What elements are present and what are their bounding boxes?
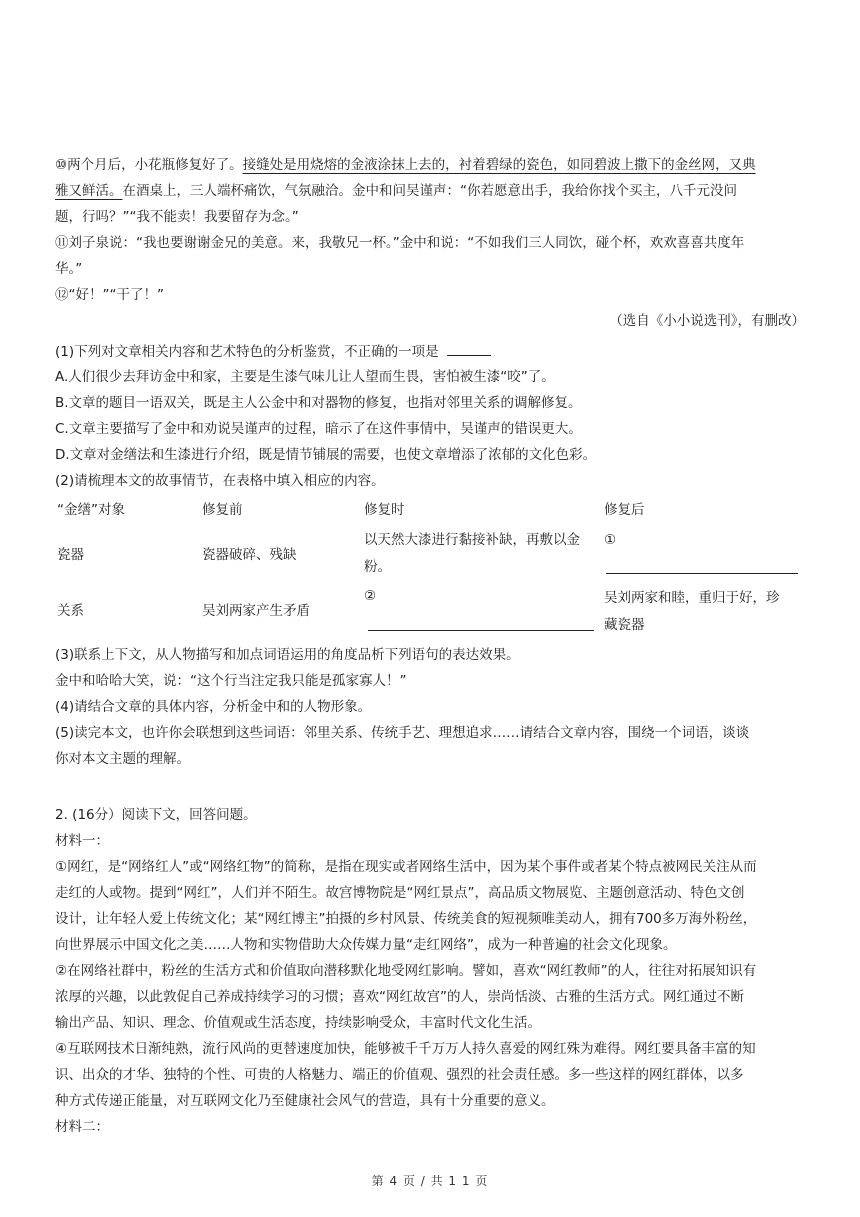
m2-line2: 浓厚的兴趣，以此敦促自己养成持续学习的习惯；喜欢“网红故宫”的人，崇尚恬淡、古雅的生活方式。网红通过不断 xyxy=(55,989,744,1005)
passage-p10-line1 xyxy=(55,155,805,175)
q2-header: 2. (16分）阅读下文，回答问题。 xyxy=(55,807,257,823)
passage-p10-line3: 题，行吗？”“我不能卖！我要留存为念。” xyxy=(55,209,299,225)
table-row1-during-2: 粉。 xyxy=(364,559,391,575)
option-d: D.文章对金缮法和生漆进行介绍，既是情节铺展的需要，也使文章增添了浓郁的文化色彩。 xyxy=(55,447,597,463)
table-row2-fill-line xyxy=(368,630,594,631)
question-2: (2)请梳理本文的故事情节，在表格中填入相应的内容。 xyxy=(55,473,385,489)
m1-line4: 向世界展示中国文化之美……人物和实物借助大众传媒力量“走红网络”，成为一种普遍的社会文化现象。 xyxy=(55,937,677,953)
question-5-line1: (5)读完本文，也许你会联想到这些词语：邻里关系、传统手艺、理想追求……请结合文章内容，围绕一个词语，谈谈 xyxy=(55,725,750,741)
option-b: B.文章的题目一语双关，既是主人公金中和对器物的修复，也指对邻里关系的调解修复。 xyxy=(55,395,582,411)
p10-prefix: ⑩两个月后，小花瓶修复好了。 xyxy=(55,157,243,173)
m1-line2: 走红的人或物。提到“网红”，人们并不陌生。故宫博物院是“网红景点”，高品质文物展览、主题创意活动、特色文创 xyxy=(55,885,745,901)
p10-line2-rest: 在酒桌上，三人端杯痛饮，气氛融洽。金中和问吴谨声：“你若愿意出手，我给你找个买主，八千元没问 xyxy=(122,183,737,199)
table-row2-before: 吴刘两家产生矛盾 xyxy=(202,603,310,619)
table-row2-object: 关系 xyxy=(57,603,84,619)
m2-line3: 输出产品、知识、理念、价值观或生活态度，持续影响受众，丰富时代文化生活。 xyxy=(55,1015,541,1031)
table-row1-object: 瓷器 xyxy=(57,547,84,563)
question-3-quote: 金中和哈哈大笑，说：“这个行当注定我只能是孤家寡人！” xyxy=(55,673,407,689)
table-row2-after-2: 藏瓷器 xyxy=(604,617,645,633)
table-header-after: 修复后 xyxy=(604,502,645,518)
table-header-during: 修复时 xyxy=(364,502,405,518)
passage-p10-line2 xyxy=(55,181,805,201)
m4-line3: 种方式传递正能量，对互联网文化乃至健康社会风气的营造，具有十分重要的意义。 xyxy=(55,1093,555,1109)
m4-line2: 识、出众的才华、独特的个性、可贵的人格魅力、端正的价值观、强烈的社会责任感。多一些这样的网红群体，以多 xyxy=(55,1067,744,1083)
page-footer: 第 4 页 / 共 1 1 页 xyxy=(371,1174,489,1188)
question-5-line2: 你对本文主题的理解。 xyxy=(55,751,190,767)
m4-line1: ④互联网技术日渐纯熟，流行风尚的更替速度加快，能够被千千万万人持久喜爱的网红殊为难得。网红要具备丰富的知 xyxy=(55,1041,756,1057)
table-row1-before: 瓷器破碎、残缺 xyxy=(202,547,297,563)
question-4: (4)请结合文章的具体内容，分析金中和的人物形象。 xyxy=(55,699,372,715)
answer-blank xyxy=(447,341,491,356)
table-row2-during-marker: ② xyxy=(364,588,377,604)
m1-line3: 设计，让年轻人爱上传统文化；某“网红博主”拍摄的乡村风景、传统美食的短视频唯美动人，拥有700多万海外粉丝， xyxy=(55,911,757,927)
table-header-before: 修复前 xyxy=(202,502,243,518)
option-a: A.人们很少去拜访金中和家，主要是生漆气味儿让人望而生畏，害怕被生漆“咬”了。 xyxy=(55,369,555,385)
passage-p12: ⑫“好！”“干了！” xyxy=(55,287,164,303)
p10-underlined-b: 雅又鲜活。 xyxy=(55,183,123,199)
table-row1-during-1: 以天然大漆进行黏接补缺，再敷以金 xyxy=(364,532,580,548)
passage-p11-line2: 华。” xyxy=(55,261,83,277)
table-row1-fill-line xyxy=(606,573,798,574)
material-2-label: 材料二： xyxy=(55,1119,109,1135)
passage-source: （选自《小小说选刊》，有删改） xyxy=(609,313,805,329)
table-row2-after-1: 吴刘两家和睦，重归于好，珍 xyxy=(604,590,780,606)
table-row1-after-marker: ① xyxy=(604,532,617,548)
m2-line1: ②在网络社群中，粉丝的生活方式和价值取向潜移默化地受网红影响。譬如，喜欢“网红教师”的人，往往对拓展知识有 xyxy=(55,963,757,979)
question-3: (3)联系上下文，从人物描写和加点词语运用的角度品析下列语句的表达效果。 xyxy=(55,647,520,663)
table-header-object: “金缮”对象 xyxy=(57,502,125,518)
passage-p11-line1: ⑪刘子泉说：“我也要谢谢金兄的美意。来，我敬兄一杯。”金中和说：“不如我们三人同饮，碰个杯，欢欢喜喜共度年 xyxy=(55,235,745,251)
question-1-text: (1)下列对文章相关内容和艺术特色的分析鉴赏，不正确的一项是 xyxy=(55,344,439,360)
p10-underlined-a: 接缝处是用烧熔的金液涂抹上去的，衬着碧绿的瓷色，如同碧波上撒下的金丝网，又典 xyxy=(242,157,756,173)
option-c: C.文章主要描写了金中和劝说吴谨声的过程，暗示了在这件事情中，吴谨声的错误更大。 xyxy=(55,421,582,437)
m1-line1: ①网红，是“网络红人”或“网络红物”的简称，是指在现实或者网络生活中，因为某个事件或者某个特点被网民关注从而 xyxy=(55,859,757,875)
material-1-label: 材料一： xyxy=(55,833,109,849)
question-1 xyxy=(55,341,805,362)
